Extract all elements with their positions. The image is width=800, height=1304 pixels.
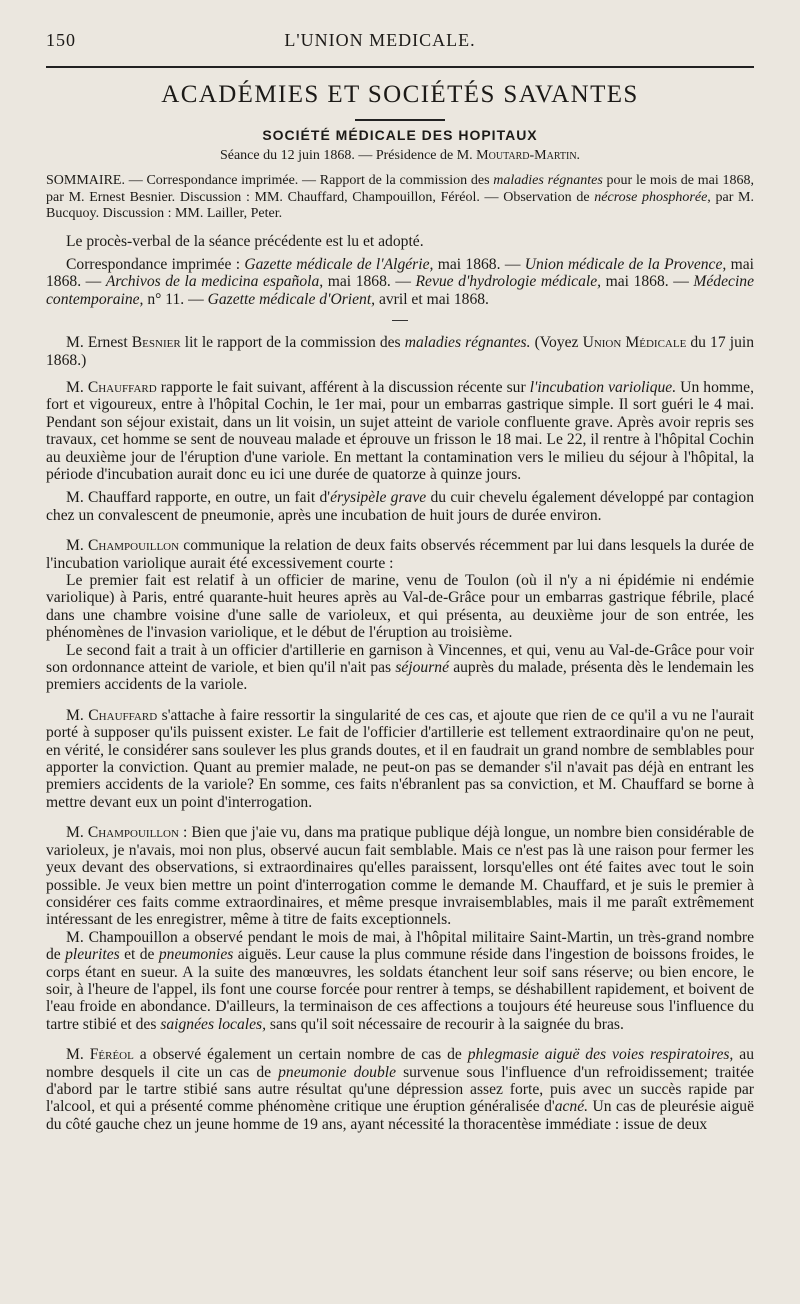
- paragraph-besnier: M. Ernest Besnier lit le rapport de la commission des maladies régnantes. (Voyez Union Médicale du 17 juin 1868.): [46, 334, 754, 369]
- paragraph-proces-verbal: Le procès-verbal de la séance précédente est lu et adopté.: [66, 232, 424, 250]
- society-name: SOCIÉTÉ MÉDICALE DES HOPITAUX: [262, 127, 538, 143]
- paragraph-correspondance: Correspondance imprimée : Gazette médicale de l'Algérie, mai 1868. — Union médicale de la Provence, mai 1868. — Archivos de la medicina española, mai 1868. — Revue d'hydrologie médicale, mai 1868. — Médecine contemporaine, n° 11. — Gazette médicale d'Orient, avril et mai 1868.: [46, 255, 754, 308]
- seance-line: Séance du 12 juin 1868. — Présidence de M. Moutard-Martin.: [219, 148, 581, 163]
- paragraph-chauffard-singularite: M. Chauffard s'attache à faire ressortir la singularité de ces cas, et ajoute que rien de ce qu'il a vu ne l'aurait porté à supposer qu'ils puissent exister. Le fait de l'officier d'artillerie est tellement extraordinaire qu'on ne peut, en vérité, le considérer sans soulever les plus grands doutes, et il en faudrait un grand nombre de semblables pour apporter la conviction. Quant au premier malade, ne peut-on pas se demander s'il n'avait pas déjà en entrant les premiers accidents de la variole? En somme, ces faits n'ébranlent pas sa conviction, et M. Chauffard se borne à mettre devant eux un point d'interrogation.: [46, 706, 755, 811]
- sommaire: SOMMAIRE. — Correspondance imprimée. — Rapport de la commission des maladies régnantes pour le mois de mai 1868, par M. Ernest Besnier. Discussion : MM. Chauffard, Champouillon, Féréol. — Observation de nécrose phosphorée, par M. Bucquoy. Discussion : MM. Lailler, Peter.: [46, 173, 754, 221]
- section-separator: [46, 314, 754, 328]
- page-number: 150: [46, 30, 76, 50]
- paragraph-chauffard-incubation: M. Chauffard rapporte le fait suivant, afférent à la discussion récente sur l'incubation variolique. Un homme, fort et vigoureux, entre à l'hôpital Cochin, le 1er mai, pour un embarras gastrique simple. Il sort guéri le 4 mai. Pendant son séjour existait, dans un lit voisin, un sujet atteint de variole confluente grave. Après avoir repris ses travaux, cet homme se sent de nouveau malade et éprouve un frisson le 18 mai. Le 22, il rentre à l'hôpital Cochin au deuxième jour de l'éruption d'une variole. En mettant la contamination vers le milieu du séjour à l'hôpital, la période d'incubation aurait donc eu ici une durée de quatorze à quinze jours.: [46, 378, 754, 483]
- section-title: ACADÉMIES ET SOCIÉTÉS SAVANTES: [161, 81, 639, 108]
- paragraph-chauffard-erysipele: M. Chauffard rapporte, en outre, un fait d'érysipèle grave du cuir chevelu également développé par contagion chez un convalescent de pneumonie, après une incubation de huit jours de durée environ.: [46, 489, 754, 524]
- title-rule: [355, 119, 445, 121]
- paragraph-champouillon-relation: M. Champouillon communique la relation de deux faits observés récemment par lui dans lesquels la durée de l'incubation variolique aurait été excessivement courte :: [46, 537, 754, 572]
- paragraph-champouillon-pleurites: M. Champouillon a observé pendant le mois de mai, à l'hôpital militaire Saint-Martin, un très-grand nombre de pleurites et de pneumonies aiguës. Leur cause la plus commune réside dans l'ingestion de boissons froides, le corps étant en sueur. A la suite des manœuvres, les soldats étanchent leur soif sans réserve; ou bien encore, le soir, à l'heure de l'appel, ils font une course forcée pour rentrer à temps, se déshabillent rapidement, et boivent de l'eau froide en abondance. D'ailleurs, la terminaison de ces affections a toujours été heureuse sous l'influence du tartre stibié et des saignées locales, sans qu'il soit nécessaire de recourir à la saignée du bras.: [46, 928, 754, 1033]
- paragraph-second-fait: Le second fait a trait à un officier d'artillerie en garnison à Vincennes, et qui, venu au Val-de-Grâce pour voir son ordonnance atteint de variole, et bien qu'il n'ait pas séjourné auprès du malade, présenta dès le lendemain les premiers accidents de la variole.: [46, 641, 754, 694]
- president-name: Moutard-Martin.: [476, 148, 581, 163]
- paragraph-champouillon-reponse: M. Champouillon : Bien que j'aie vu, dans ma pratique publique déjà longue, un nombre bien considérable de varioleux, je n'avais, moi non plus, observé aucun fait semblable. Mais ce n'est pas là une raison pour fermer les yeux devant des observations, si extraordinaires qu'elles paraissent, lorsqu'elles ont été faites avec tout le soin possible. Je veux bien mettre un point d'interrogation comme le demande M. Chauffard, et je suis le premier à considérer ces faits comme extraordinaires, et même presque invraisemblables, mais il me paraît extrêmement intéressant de les enregistrer, même à titre de faits exceptionnels.: [46, 824, 754, 929]
- journal-title: L'UNION MEDICALE.: [284, 30, 476, 50]
- running-header: [46, 30, 754, 60]
- paragraph-premier-fait: Le premier fait est relatif à un officier de marine, venu de Toulon (où il n'y a ni épidémie ni endémie variolique) à Paris, entré quarante-huit heures après au Val-de-Grâce pour un embarras gastrique fébrile, placé dans une chambre voisine d'une salle de varioleux, et qui présenta, au deuxième jour de son entrée, les phénomènes de l'invasion variolique, et le début de l'éruption au troisième.: [46, 572, 754, 642]
- paragraph-fereol: M. Féréol a observé également un certain nombre de cas de phlegmasie aiguë des voies respiratoires, au nombre desquels il cite un cas de pneumonie double survenue sous l'influence d'un refroidissement; traitée d'abord par le tartre stibié sans autre résultat qu'une dépression assez forte, puis avec un succès rapide par l'alcool, et qui a présenté comme phénomène critique une éruption généralisée d'acné. Un cas de pleurésie aiguë du côté gauche chez un jeune homme de 19 ans, ayant nécessité la thoracentèse immédiate : issue de deux: [46, 1046, 755, 1133]
- header-rule: [46, 66, 754, 68]
